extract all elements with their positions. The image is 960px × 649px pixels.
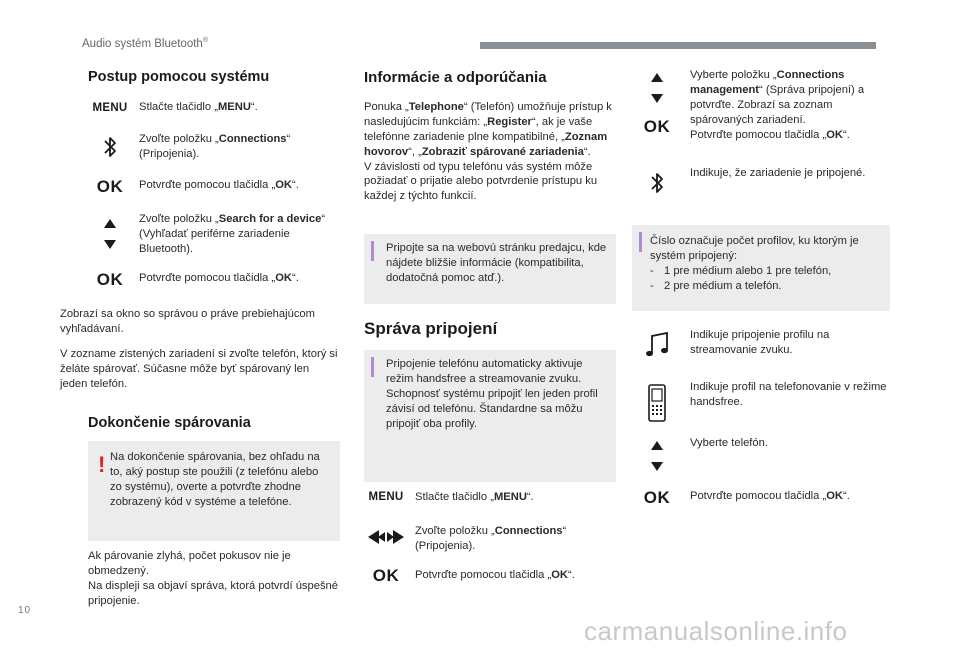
step-menu: MENU Stlačte tlačidlo „MENU“. <box>361 490 616 506</box>
step-ok: OK Potvrďte pomocou tlačidla „OK“. <box>85 176 340 198</box>
step-connections: Zvoľte položku „Connections“ (Pripojenia). <box>361 524 616 554</box>
step-ok: OK Potvrďte pomocou tlačidla „OK“. <box>361 566 616 588</box>
step-ok-2: OK Potvrďte pomocou tlačidla „OK“. <box>85 269 340 291</box>
header-bar <box>480 42 876 49</box>
ok-button-glyph: OK <box>643 117 671 136</box>
ok-button-glyph: OK <box>643 487 671 507</box>
section-heading: Postup pomocou systému <box>88 69 270 85</box>
step-connections: Zvoľte položku „Connections“ (Pripojenia). <box>85 132 340 162</box>
warning-box: ! Na dokončenie spárovania, bez ohľadu na to, aký postup ste použili (z telefónu alebo zo systému), overte a potvrďte zhodne zobrazený kód v systéme a telefóne. <box>88 441 340 541</box>
paragraph: Ak párovanie zlyhá, počet pokusov nie je obmedzený. <box>88 550 291 577</box>
select-phone-row: Vyberte telefón. <box>632 436 888 476</box>
column-2-steps <box>361 490 616 588</box>
bluetooth-icon <box>650 170 664 196</box>
music-note-icon <box>644 331 670 359</box>
step-connections-management: OK Vyberte položku „Connections management“ (Správa pripojení) a potvrďte. Zobrazí sa zoznam spárovaných zariadení. Potvrďte pomocou tlačidla „OK“. <box>643 69 865 141</box>
section-heading: Informácie a odporúčania <box>364 69 547 86</box>
updown-arrows-icon <box>650 70 664 106</box>
column-2 <box>364 68 616 204</box>
menu-button-glyph: MENU <box>92 101 128 114</box>
closing-text <box>88 549 340 609</box>
watermark: carmanualsonline.info <box>584 616 848 646</box>
info-marker <box>639 232 642 252</box>
music-indicator-row: Indikuje pripojenie profilu na streamovanie zvuku. <box>632 328 888 362</box>
paragraph: V zozname zistených zariadení si zvoľte telefón, ktorý si želáte spárovať. Súčasne môže byť spárovaný len jeden telefón. <box>60 347 338 390</box>
info-marker <box>371 241 374 261</box>
ok-button-glyph: OK <box>96 269 124 289</box>
section-heading: Dokončenie spárovania <box>88 415 251 431</box>
paragraph: V závislosti od typu telefónu vás systém môže požiadať o prijatie alebo potvrdenie prístupu ku každej z týchto funkcií. <box>364 160 598 203</box>
list-item: - 1 pre médium alebo 1 pre telefón, <box>650 264 832 277</box>
info-box: Pripojenie telefónu automaticky aktivuje režim handsfree a streamovanie zvuku. Schopnosť systému pripojiť len jeden profil závisí od telefónu. Štandardne sa môžu pripojiť oba profily. <box>364 350 616 482</box>
updown-arrows-icon <box>103 216 117 252</box>
ok-button-glyph: OK <box>372 566 400 586</box>
paragraph: Ponuka „Telephone“ (Telefón) umožňuje prístup k nasledujúcim funkciám: „Register“, ak je vaše telefónne zariadenie plne kompatibilné, „Zoznam hovorov“, „Zobraziť spárované zariadenia“. <box>364 100 612 158</box>
info-box: Pripojte sa na webovú stránku predajcu, kde nájdete bližšie informácie (kompatibilita, dodatočná pomoc atď.). <box>364 234 616 304</box>
bluetooth-icon <box>103 134 117 160</box>
step-search: Zvoľte položku „Search for a device“ (Vyhľadať periférne zariadenie Bluetooth). <box>85 212 340 257</box>
exclamation-icon: ! <box>98 452 106 477</box>
updown-arrows-icon <box>650 438 664 474</box>
bluetooth-indicator-row: Indikuje, že zariadenie je pripojené. <box>632 166 888 200</box>
menu-button-glyph: MENU <box>368 491 404 504</box>
paragraph: Na displeji sa objaví správa, ktorá potvrdí úspešné pripojenie. <box>88 579 338 607</box>
info-box: Číslo označuje počet profilov, ku ktorým je systém pripojený: - 1 pre médium alebo 1 pre telefón, - 2 pre médium a telefón. <box>632 225 890 311</box>
confirm-ok-row: OK Potvrďte pomocou tlačidla „OK“. <box>632 487 888 509</box>
phone-indicator-row: Indikuje profil na telefonovanie v režime handsfree. <box>632 380 888 426</box>
list-item: - 2 pre médium a telefón. <box>650 279 782 292</box>
header-title: Audio systém Bluetooth® <box>82 37 208 50</box>
section-heading: Správa pripojení <box>364 319 498 338</box>
leftright-arrows-icon <box>366 529 406 545</box>
column-1 <box>60 68 340 391</box>
page-number: 10 <box>18 605 32 616</box>
step-menu: MENU Stlačte tlačidlo „MENU“. <box>85 100 340 116</box>
info-marker <box>371 357 374 377</box>
paragraph: Zobrazí sa okno so správou o práve prebiehajúcom vyhľadávaní. <box>60 307 315 335</box>
mobile-phone-icon <box>647 383 667 423</box>
ok-button-glyph: OK <box>96 176 124 196</box>
